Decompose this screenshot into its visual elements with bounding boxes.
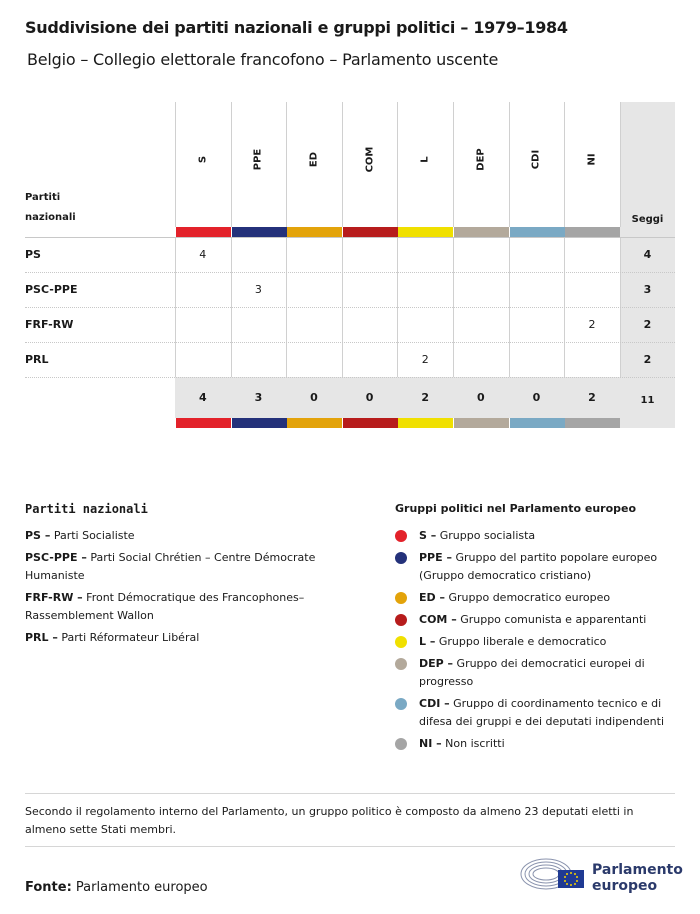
legend-party-code: PSC-PPE – xyxy=(25,551,87,564)
column-total: 0 xyxy=(532,391,541,404)
row-divider xyxy=(25,307,675,308)
row-divider xyxy=(25,377,675,378)
legend-party-item xyxy=(25,629,325,647)
legend-group-item xyxy=(419,549,675,585)
column-header-s: S xyxy=(197,155,209,164)
legend-party-code: FRF-RW – xyxy=(25,591,83,604)
legend-groups-title: Gruppi politici nel Parlamento europeo xyxy=(395,502,637,515)
row-divider xyxy=(25,342,675,343)
legend-color-dot xyxy=(395,552,407,564)
column-total: 4 xyxy=(198,391,207,404)
column-total: 2 xyxy=(421,391,430,404)
group-color-bar xyxy=(565,227,620,237)
legend-group-item xyxy=(419,695,675,731)
group-color-bar xyxy=(398,418,453,428)
legend-color-dot xyxy=(395,636,407,648)
legend-group-name: Gruppo del partito popolare europeo (Gruppo democratico cristiano) xyxy=(419,551,658,582)
legend-group-item xyxy=(419,611,675,629)
column-divider xyxy=(620,102,621,227)
legend-group-item xyxy=(419,735,675,753)
legend-party-name: Parti Socialiste xyxy=(50,529,135,542)
column-header-cdi: CDI xyxy=(530,149,542,170)
source-text: Parlamento europeo xyxy=(75,880,208,895)
divider xyxy=(25,846,675,847)
group-color-bar xyxy=(287,418,342,428)
legend-color-dot xyxy=(395,592,407,604)
column-divider xyxy=(342,102,343,227)
group-color-bar xyxy=(343,227,398,237)
column-divider xyxy=(231,102,232,227)
divider xyxy=(25,793,675,794)
page-subtitle: Belgio – Collegio elettorale francofono – Parlamento uscente xyxy=(27,50,499,69)
legend-parties-title: Partiti nazionali xyxy=(25,502,148,516)
column-total: 0 xyxy=(476,391,485,404)
legend-group-code: COM – xyxy=(419,613,457,626)
row-divider xyxy=(25,272,675,273)
column-header-l: L xyxy=(419,156,431,163)
column-header-com: COM xyxy=(364,146,376,173)
group-color-bar xyxy=(398,227,453,237)
legend-group-code: CDI – xyxy=(419,697,450,710)
legend-group-code: DEP – xyxy=(419,657,454,670)
legend-party-code: PRL – xyxy=(25,631,58,644)
row-divider xyxy=(25,237,675,238)
group-color-bar xyxy=(454,227,509,237)
column-divider xyxy=(286,102,287,227)
table-cell: 2 xyxy=(588,318,596,331)
group-color-bar xyxy=(232,227,287,237)
legend-group-name: Gruppo liberale e democratico xyxy=(435,635,607,648)
row-label: PSC-PPE xyxy=(25,283,78,296)
group-color-bar xyxy=(287,227,342,237)
group-color-bar xyxy=(232,418,287,428)
footnote: Secondo il regolamento interno del Parlamento, un gruppo politico è composto da almeno 23 deputati eletti in almeno sette Stati membri. xyxy=(25,805,634,836)
logo-line-1: Parlamento xyxy=(592,862,683,878)
column-divider xyxy=(509,102,510,227)
source xyxy=(25,880,208,895)
column-header-dep: DEP xyxy=(475,148,487,171)
legend-color-dot xyxy=(395,698,407,710)
legend-group-item xyxy=(419,655,675,691)
legend-color-dot xyxy=(395,658,407,670)
legend-color-dot xyxy=(395,614,407,626)
row-label: PS xyxy=(25,248,41,261)
seggi-header: Seggi xyxy=(631,214,664,225)
column-divider xyxy=(175,102,176,227)
column-divider xyxy=(397,102,398,227)
row-total: 4 xyxy=(643,248,652,261)
group-color-bar xyxy=(510,418,565,428)
row-label: FRF-RW xyxy=(25,318,74,331)
legend-party-item xyxy=(25,549,325,585)
legend-group-code: ED – xyxy=(419,591,445,604)
parliament-logo-icon xyxy=(520,856,586,892)
column-header-ed: ED xyxy=(308,151,320,168)
legend-color-dot xyxy=(395,738,407,750)
table-cell: 4 xyxy=(199,248,207,261)
group-color-bar xyxy=(176,227,231,237)
group-color-bar xyxy=(510,227,565,237)
legend-group-name: Gruppo di coordinamento tecnico e di difesa dei gruppi e dei deputati indipendenti xyxy=(419,697,665,728)
table-cell: 2 xyxy=(421,353,429,366)
legend-group-code: NI – xyxy=(419,737,442,750)
legend-party-name: Parti Social Chrétien – Centre Démocrate Humaniste xyxy=(25,551,316,582)
group-color-bar xyxy=(565,418,620,428)
logo-line-2: europeo xyxy=(592,878,658,894)
group-color-bar xyxy=(343,418,398,428)
row-header-word: nazionali xyxy=(25,212,76,223)
legend-group-item xyxy=(419,633,675,651)
legend-group-name: Non iscritti xyxy=(441,737,505,750)
source-label: Fonte: xyxy=(25,880,72,895)
column-divider xyxy=(564,102,565,227)
legend-group-name: Gruppo dei democratici europei di progresso xyxy=(419,657,645,688)
group-color-bar xyxy=(454,418,509,428)
group-color-bar xyxy=(176,418,231,428)
legend-group-item xyxy=(419,589,675,607)
grand-total: 11 xyxy=(640,395,655,406)
logo-text xyxy=(592,862,683,894)
row-total: 2 xyxy=(643,353,652,366)
legend-party-item xyxy=(25,589,325,625)
column-header-ni: NI xyxy=(586,153,598,166)
table-cell: 3 xyxy=(254,283,262,296)
column-header-ppe: PPE xyxy=(252,148,264,171)
legend-party-name: Front Démocratique des Francophones–Rassemblement Wallon xyxy=(25,591,305,622)
legend-group-code: S – xyxy=(419,529,437,542)
legend-group-code: L – xyxy=(419,635,436,648)
legend-party-name: Parti Réformateur Libéral xyxy=(57,631,200,644)
legend-group-name: Gruppo socialista xyxy=(436,529,536,542)
legend-group-name: Gruppo comunista e apparentanti xyxy=(456,613,647,626)
column-divider xyxy=(453,102,454,227)
row-total: 3 xyxy=(643,283,652,296)
column-total: 0 xyxy=(365,391,374,404)
legend-color-dot xyxy=(395,530,407,542)
column-total: 0 xyxy=(310,391,318,404)
legend-party-code: PS – xyxy=(25,529,51,542)
legend-group-name: Gruppo democratico europeo xyxy=(444,591,611,604)
row-header-label xyxy=(25,188,76,228)
legend-group-code: PPE – xyxy=(419,551,452,564)
row-total: 2 xyxy=(643,318,652,331)
column-total: 2 xyxy=(588,391,596,404)
seggi-column-bg xyxy=(620,102,675,428)
legend-party-item xyxy=(25,527,325,545)
legend-group-item xyxy=(419,527,675,545)
row-header-word: Partiti xyxy=(25,192,61,203)
page-title: Suddivisione dei partiti nazionali e gruppi politici – 1979–1984 xyxy=(25,18,568,37)
party-group-table xyxy=(0,0,700,440)
column-total: 3 xyxy=(254,391,263,404)
row-label: PRL xyxy=(25,353,49,366)
